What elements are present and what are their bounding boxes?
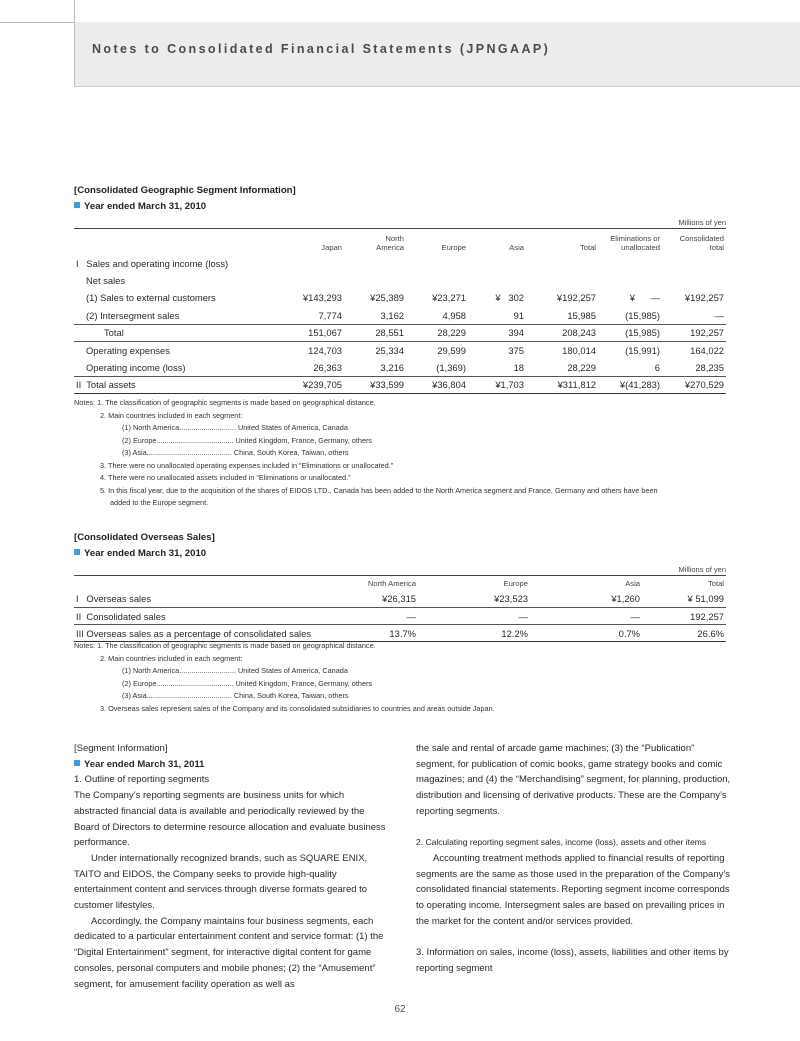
col-total: Total: [707, 578, 724, 588]
segment-heading-2: 2. Calculating reporting segment sales, income (loss), assets and other items: [416, 837, 707, 848]
col-total: Total: [579, 242, 596, 252]
table-cell: 29,599: [437, 344, 466, 356]
table-cell: [344, 255, 406, 272]
table-cell: [662, 272, 726, 289]
segment-heading-3: 3. Information on sales, income (loss), assets, liabilities and other items by reporting segment: [416, 947, 729, 974]
overseas-section-title: [Consolidated Overseas Sales]: [74, 532, 215, 543]
table-cell: 13.7%: [389, 627, 416, 639]
page-number: 62: [394, 1004, 406, 1015]
page-header: [74, 22, 800, 87]
table-cell: —: [406, 610, 416, 622]
note-line: 5. In this fiscal year, due to the acquisition of the shares of EIDOS LTD., Canada has been added to the North America segment and France, Germany and others have been: [100, 485, 658, 495]
note-line: 4. There were no unallocated assets included in “Eliminations or unallocated.”: [100, 473, 351, 482]
table-cell: 25,334: [375, 344, 404, 356]
table-cell: 394: [508, 327, 524, 339]
table-cell: ¥239,705: [302, 379, 342, 391]
table-cell: 28,229: [567, 361, 596, 373]
table-row: [74, 255, 726, 272]
overseas-notes: [74, 640, 495, 715]
row-label: II Total assets: [76, 379, 136, 391]
col-europe: Europe: [503, 578, 528, 588]
col-asia: Asia: [509, 242, 524, 252]
table-cell: 164,022: [690, 344, 724, 356]
table-cell: ¥26,315: [382, 593, 416, 605]
table-cell: 6: [654, 361, 660, 373]
table-cell: 0.7%: [618, 627, 640, 639]
table-row: [74, 608, 726, 625]
table-cell: 3,216: [380, 361, 404, 373]
table-row: [74, 625, 726, 642]
row-label: II Consolidated sales: [76, 610, 166, 622]
table-cell: ¥311,812: [557, 379, 596, 391]
square-bullet-icon: [74, 202, 80, 208]
col-north-america: North America: [376, 233, 404, 252]
table-cell: [598, 255, 662, 272]
table-cell: ¥192,257: [556, 292, 596, 304]
segment-heading-1: 1. Outline of reporting segments: [74, 774, 210, 786]
overseas-year-title: Year ended March 31, 2010: [74, 548, 206, 559]
table-cell: ¥33,599: [370, 379, 404, 391]
table-cell: —: [518, 610, 528, 622]
table-cell: 12.2%: [501, 627, 528, 639]
table-cell: 18: [513, 361, 524, 373]
segment-paragraph: The Company’s reporting segments are business units for which abstracted financial data is available and periodically reviewed by the Board of Directors to determine resource allocation and evaluate business performance.: [74, 790, 386, 849]
geo-notes: [74, 397, 658, 510]
table-cell: —: [630, 610, 640, 622]
row-label: III Overseas sales as a percentage of consolidated sales: [76, 627, 312, 639]
table-cell: ¥ —: [629, 292, 660, 304]
col-japan: Japan: [321, 242, 342, 252]
table-cell: 28,551: [375, 327, 404, 339]
table-cell: —: [714, 309, 724, 321]
note-line: 3. There were no unallocated operating expenses included in “Eliminations or unallocated.”: [100, 460, 394, 470]
table-cell: 91: [513, 309, 524, 321]
table-cell: 151,067: [308, 327, 342, 339]
table-cell: [526, 255, 598, 272]
row-label: I Overseas sales: [76, 593, 152, 605]
table-cell: (15,985): [625, 327, 660, 339]
table-cell: 26.6%: [697, 627, 724, 639]
table-cell: 208,243: [562, 327, 596, 339]
geo-unit: Millions of yen: [678, 218, 726, 227]
table-cell: (1,369): [436, 361, 466, 373]
table-cell: [468, 255, 526, 272]
page-title: Notes to Consolidated Financial Statements (JPNGAAP): [92, 42, 551, 56]
table-cell: 192,257: [690, 610, 724, 622]
table-cell: [274, 272, 344, 289]
table-cell: ¥1,260: [611, 593, 640, 605]
segment-title: [Segment Information]: [74, 743, 168, 754]
row-label: Operating income (loss): [86, 361, 186, 373]
segment-left-column: [74, 741, 389, 992]
col-consolidated: Consolidated total: [679, 233, 724, 252]
table-cell: ¥143,293: [302, 292, 342, 304]
table-cell: [274, 255, 344, 272]
table-row: [74, 341, 726, 358]
note-line: Notes: 1. The classification of geographic segments is made based on geographical distance.: [74, 641, 376, 650]
table-cell: 192,257: [690, 327, 724, 339]
note-line: added to the Europe segment.: [110, 498, 209, 507]
table-cell: [598, 272, 662, 289]
table-cell: 26,363: [313, 361, 342, 373]
table-row: [74, 307, 726, 324]
table-cell: ¥ 302: [495, 292, 524, 304]
note-line: (2) Europe...................................... United Kingdom, France, Germany, others: [122, 435, 373, 445]
note-line: (1) North America............................ United States of America, Canada: [122, 423, 348, 432]
table-cell: 15,985: [567, 309, 596, 321]
table-cell: 7,774: [318, 309, 342, 321]
table-row: [74, 324, 726, 341]
table-cell: 28,235: [695, 361, 724, 373]
note-line: 3. Overseas sales represent sales of the Company and its consolidated subsidiaries to countries and areas outside Japan.: [100, 703, 495, 713]
table-cell: [344, 272, 406, 289]
table-row: [74, 272, 726, 289]
table-cell: 3,162: [380, 309, 404, 321]
overseas-sales-table: [74, 575, 726, 642]
col-eliminations: Eliminations or unallocated: [610, 233, 660, 252]
table-cell: (15,991): [625, 344, 660, 356]
table-cell: [406, 272, 468, 289]
segment-paragraph: Accounting treatment methods applied to financial results of reporting segments are the same as those used in the preparation of the Company’s consolidated financial statements. Reporting segment income corresponds to operating income. Intersegment sales are based on prevailing prices in the market for the content and/or services provided.: [416, 852, 731, 927]
note-line: 2. Main countries included in each segment:: [100, 410, 243, 420]
table-cell: [662, 255, 726, 272]
note-line: (2) Europe...................................... United Kingdom, France, Germany, others: [122, 678, 373, 688]
table-cell: (15,985): [625, 309, 660, 321]
square-bullet-icon: [74, 760, 80, 766]
table-cell: ¥25,389: [370, 292, 404, 304]
square-bullet-icon: [74, 549, 80, 555]
table-row: [74, 289, 726, 306]
table-cell: ¥ 51,099: [687, 593, 724, 605]
note-line: (3) Asia.......................................... China, South Korea, Taiwan, others: [122, 691, 349, 700]
table-cell: 375: [508, 344, 524, 356]
table-cell: ¥1,703: [495, 379, 524, 391]
segment-right-column: [416, 741, 731, 977]
table-row: [74, 359, 726, 376]
row-label: Net sales: [86, 275, 126, 287]
table-cell: 180,014: [562, 344, 596, 356]
col-north-america: North America: [367, 578, 416, 588]
table-cell: 28,229: [437, 327, 466, 339]
table-row: [74, 376, 726, 393]
table-cell: ¥(41,283): [619, 379, 660, 391]
table-cell: [406, 255, 468, 272]
note-line: (1) North America............................ United States of America, Canada: [122, 666, 348, 675]
row-label: (2) Intersegment sales: [86, 309, 180, 321]
overseas-unit: Millions of yen: [678, 565, 726, 574]
note-line: Notes: 1. The classification of geographic segments is made based on geographical distance.: [74, 398, 376, 407]
segment-paragraph: the sale and rental of arcade game machines; (3) the “Publication” segment, for publication of comic books, game strategy books and comic magazines; and (4) the “Merchandising” segment, for planning, production, distribution and licensing of derivative products. These are the Company’s reporting segments.: [416, 743, 731, 817]
note-line: (3) Asia.......................................... China, South Korea, Taiwan, others: [122, 448, 349, 457]
table-cell: [526, 272, 598, 289]
table-cell: 4,958: [442, 309, 466, 321]
segment-year-title: Year ended March 31, 2011: [74, 757, 389, 773]
table-cell: ¥23,523: [494, 593, 528, 605]
col-asia: Asia: [625, 578, 640, 588]
table-cell: ¥270,529: [684, 379, 724, 391]
row-label: I Sales and operating income (loss): [76, 257, 229, 269]
segment-paragraph: Accordingly, the Company maintains four business segments, each dedicated to a particular entertainment content and service format: (1) the “Digital Entertainment” segment, for interactive digital content for game consoles, personal computers and mobile phones; (2) the “Amusement” segment, for amusement facility operation as well as: [74, 915, 384, 990]
note-line: 2. Main countries included in each segment:: [100, 653, 243, 663]
table-cell: ¥23,271: [432, 292, 466, 304]
table-cell: [468, 272, 526, 289]
table-cell: ¥192,257: [684, 292, 724, 304]
geo-section-title: [Consolidated Geographic Segment Information]: [74, 185, 296, 196]
row-label: Operating expenses: [86, 344, 170, 356]
table-row: [74, 591, 726, 608]
col-europe: Europe: [441, 242, 466, 252]
segment-paragraph: Under internationally recognized brands, such as SQUARE ENIX, TAITO and EIDOS, the Company seeks to provide high-quality entertainment content and services through diverse formats geared to customer lifestyles.: [74, 852, 368, 912]
geo-segment-table: [74, 228, 726, 394]
table-cell: ¥36,804: [432, 379, 466, 391]
row-label: Total: [104, 327, 124, 339]
row-label: (1) Sales to external customers: [86, 292, 216, 304]
table-cell: 124,703: [308, 344, 342, 356]
geo-year-title: Year ended March 31, 2010: [74, 201, 206, 212]
top-band: [0, 0, 800, 23]
